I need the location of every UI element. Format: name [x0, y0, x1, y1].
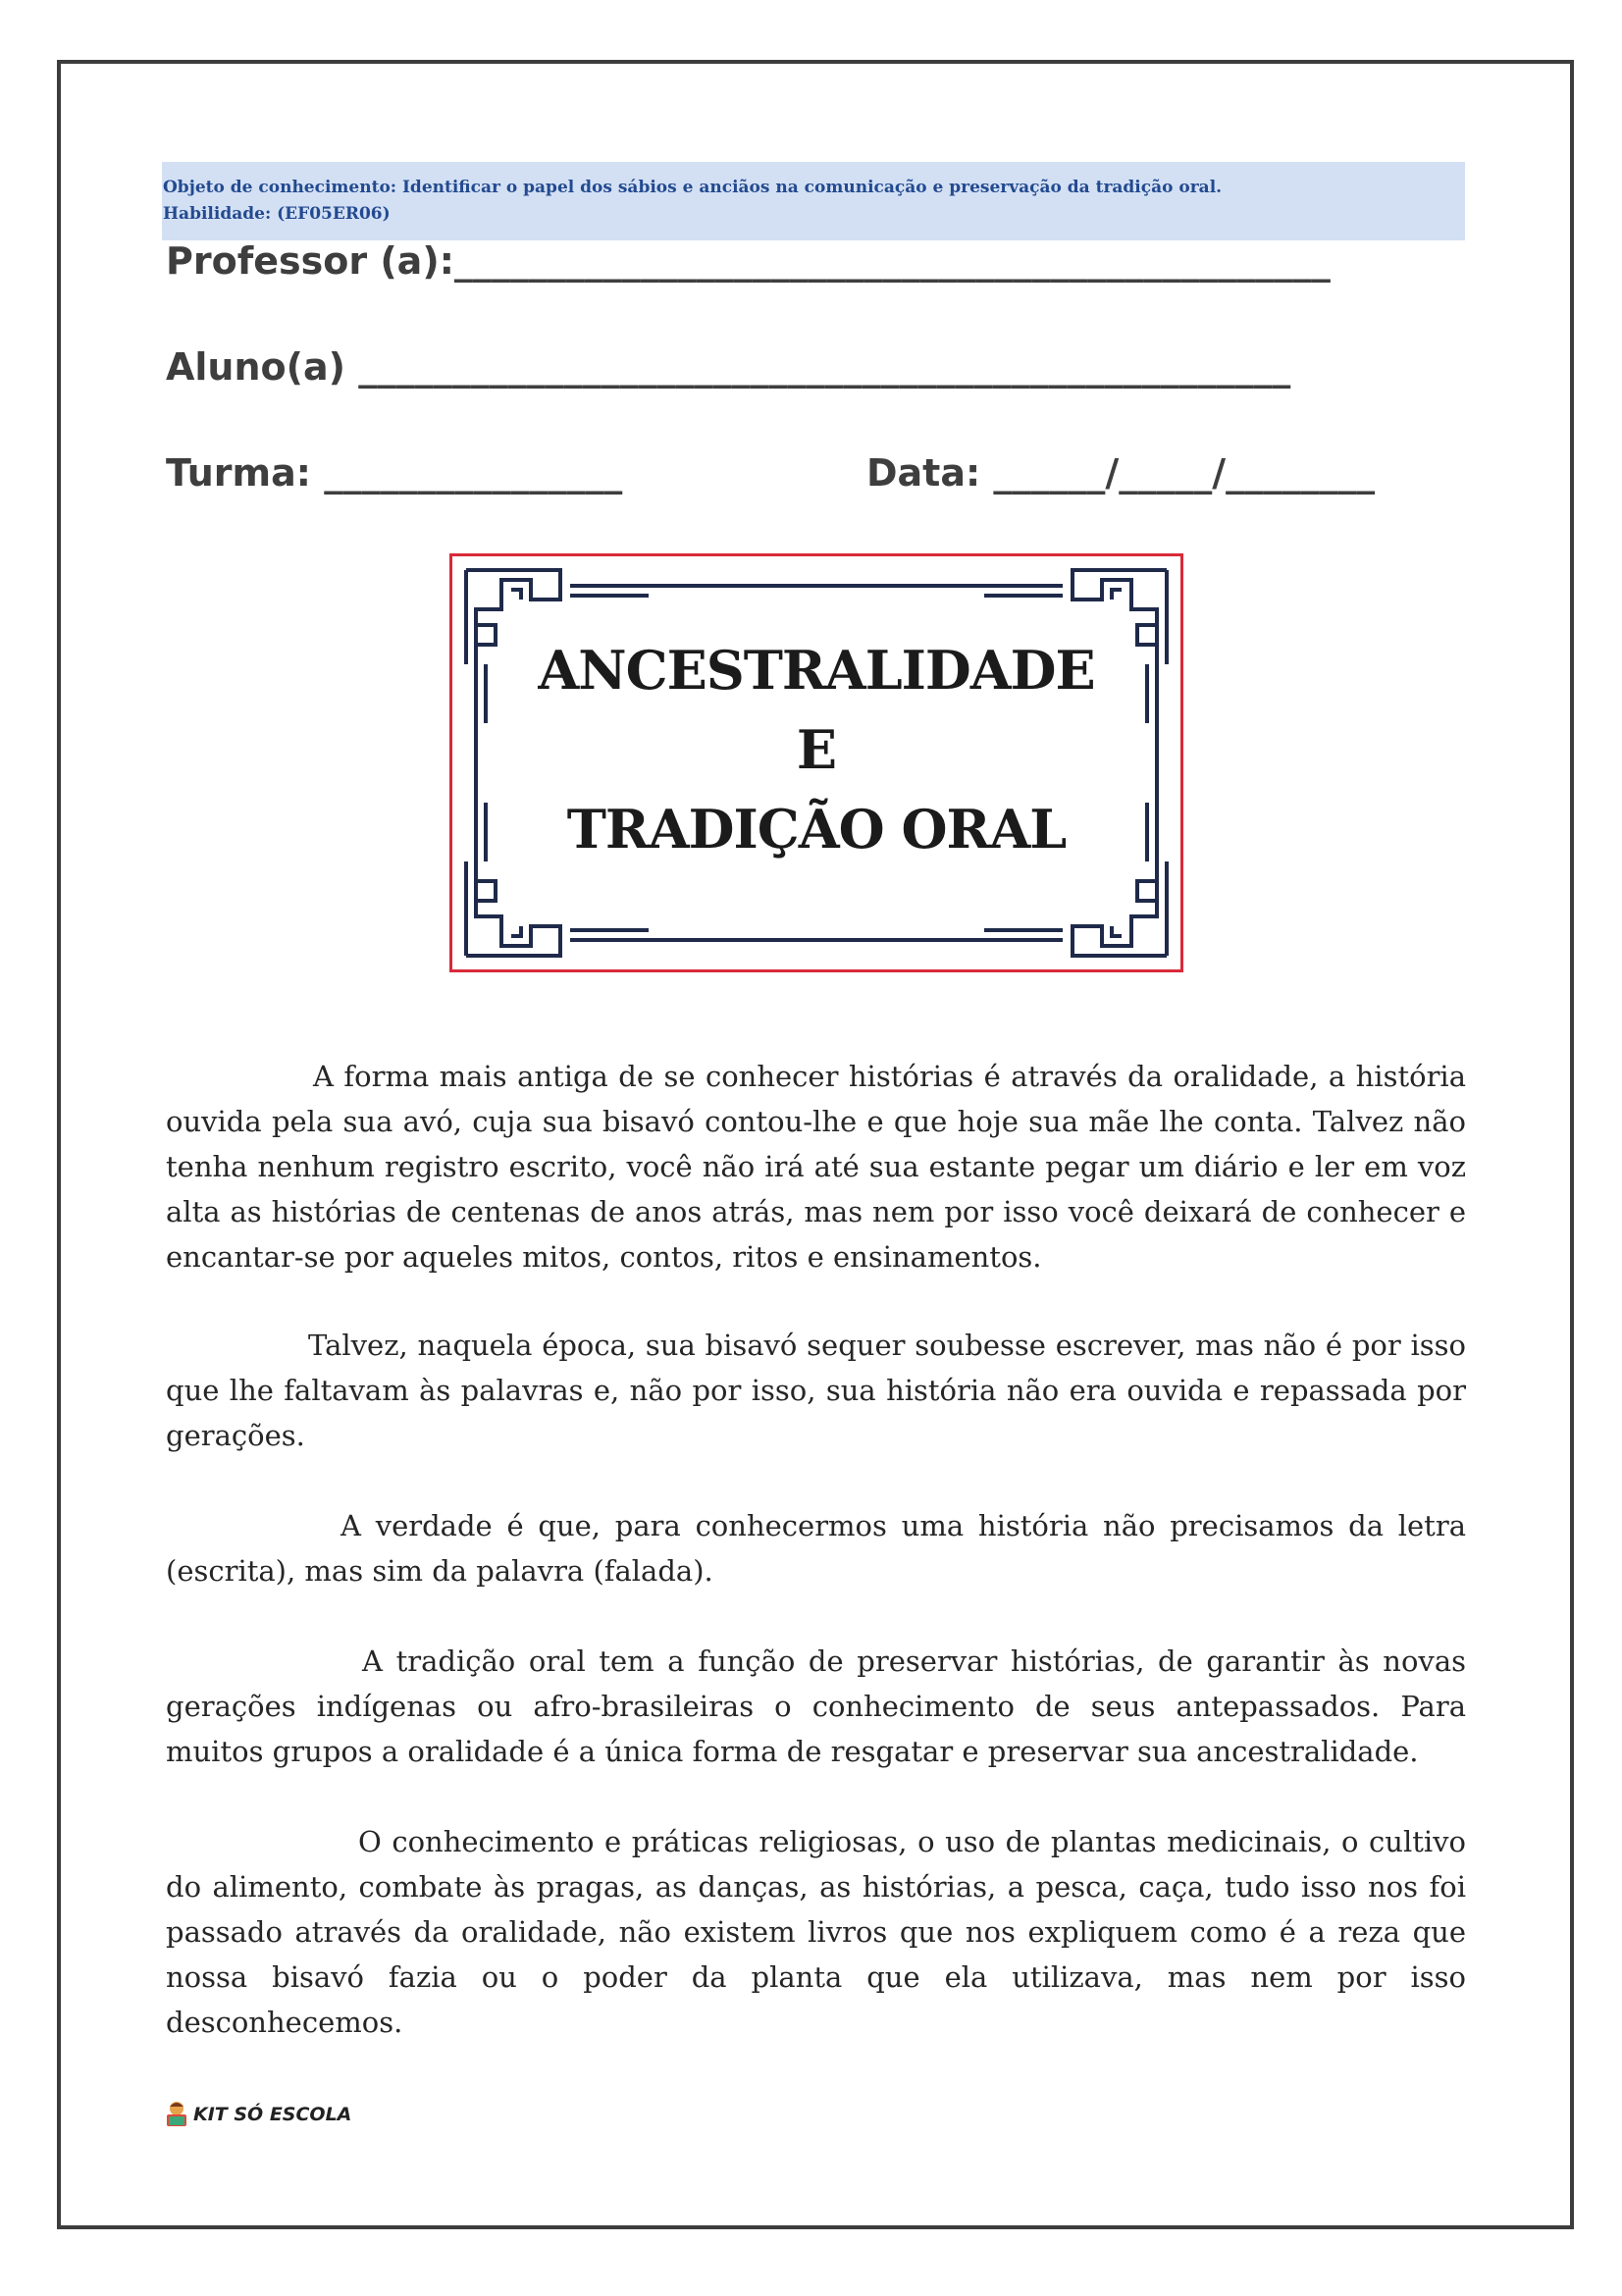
brand-logo — [164, 2101, 351, 2128]
brand-name: KIT SÓ ESCOLA — [193, 2104, 352, 2125]
paragraph-2: Talvez, naquela época, sua bisavó sequer soubesse escrever, mas não é por isso que lhe faltavam às palavras e, não por isso, sua história não era ouvida e repassada por gerações. — [166, 1329, 1466, 1452]
title-line-1: ANCESTRALIDADE — [538, 639, 1095, 702]
title-line-3: TRADIÇÃO ORAL — [566, 798, 1067, 861]
class-field[interactable]: Turma: ________________ — [166, 451, 623, 495]
teacher-field[interactable]: Professor (a):_______________________________________________ — [166, 239, 1331, 283]
worksheet-title — [452, 631, 1180, 869]
objective-banner — [162, 162, 1465, 240]
paragraph-5: O conhecimento e práticas religiosas, o uso de plantas medicinais, o cultivo do alimento, combate às pragas, as danças, as histórias, a pesca, caça, tudo isso nos foi passado através da oralidade, não existem livros que nos expliquem como é a reza que nossa bisavó fazia ou o poder da planta que ela utilizava, mas nem por isso desconhecemos. — [166, 1825, 1466, 2039]
date-field[interactable]: Data: ______/_____/________ — [866, 451, 1376, 495]
student-field[interactable]: Aluno(a) __________________________________________________ — [166, 345, 1291, 389]
paragraph-1: A forma mais antiga de se conhecer histórias é através da oralidade, a história ouvida pela sua avó, cuja sua bisavó contou-lhe e que hoje sua mãe lhe conta. Talvez não tenha nenhum registro escrito, você não irá até sua estante pegar um diário e ler em voz alta as histórias de centenas de anos atrás, mas nem por isso você deixará de conhecer e encantar-se por aqueles mitos, contos, ritos e ensinamentos. — [166, 1060, 1466, 1274]
title-frame — [449, 553, 1183, 972]
title-line-2: E — [796, 718, 837, 781]
objective-text: Objeto de conhecimento: Identificar o papel dos sábios e anciãos na comunicação e preservação da tradição oral. — [163, 178, 1223, 197]
paragraph-4: A tradição oral tem a função de preservar histórias, de garantir às novas gerações indígenas ou afro-brasileiras o conhecimento de seus antepassados. Para muitos grupos a oralidade é a única forma de resgatar e preservar sua ancestralidade. — [166, 1644, 1466, 1768]
paragraph-3: A verdade é que, para conhecermos uma história não precisamos da letra (escrita), mas sim da palavra (falada). — [166, 1509, 1466, 1588]
skill-text: Habilidade: (EF05ER06) — [163, 204, 391, 224]
kid-reading-icon — [164, 2101, 189, 2128]
